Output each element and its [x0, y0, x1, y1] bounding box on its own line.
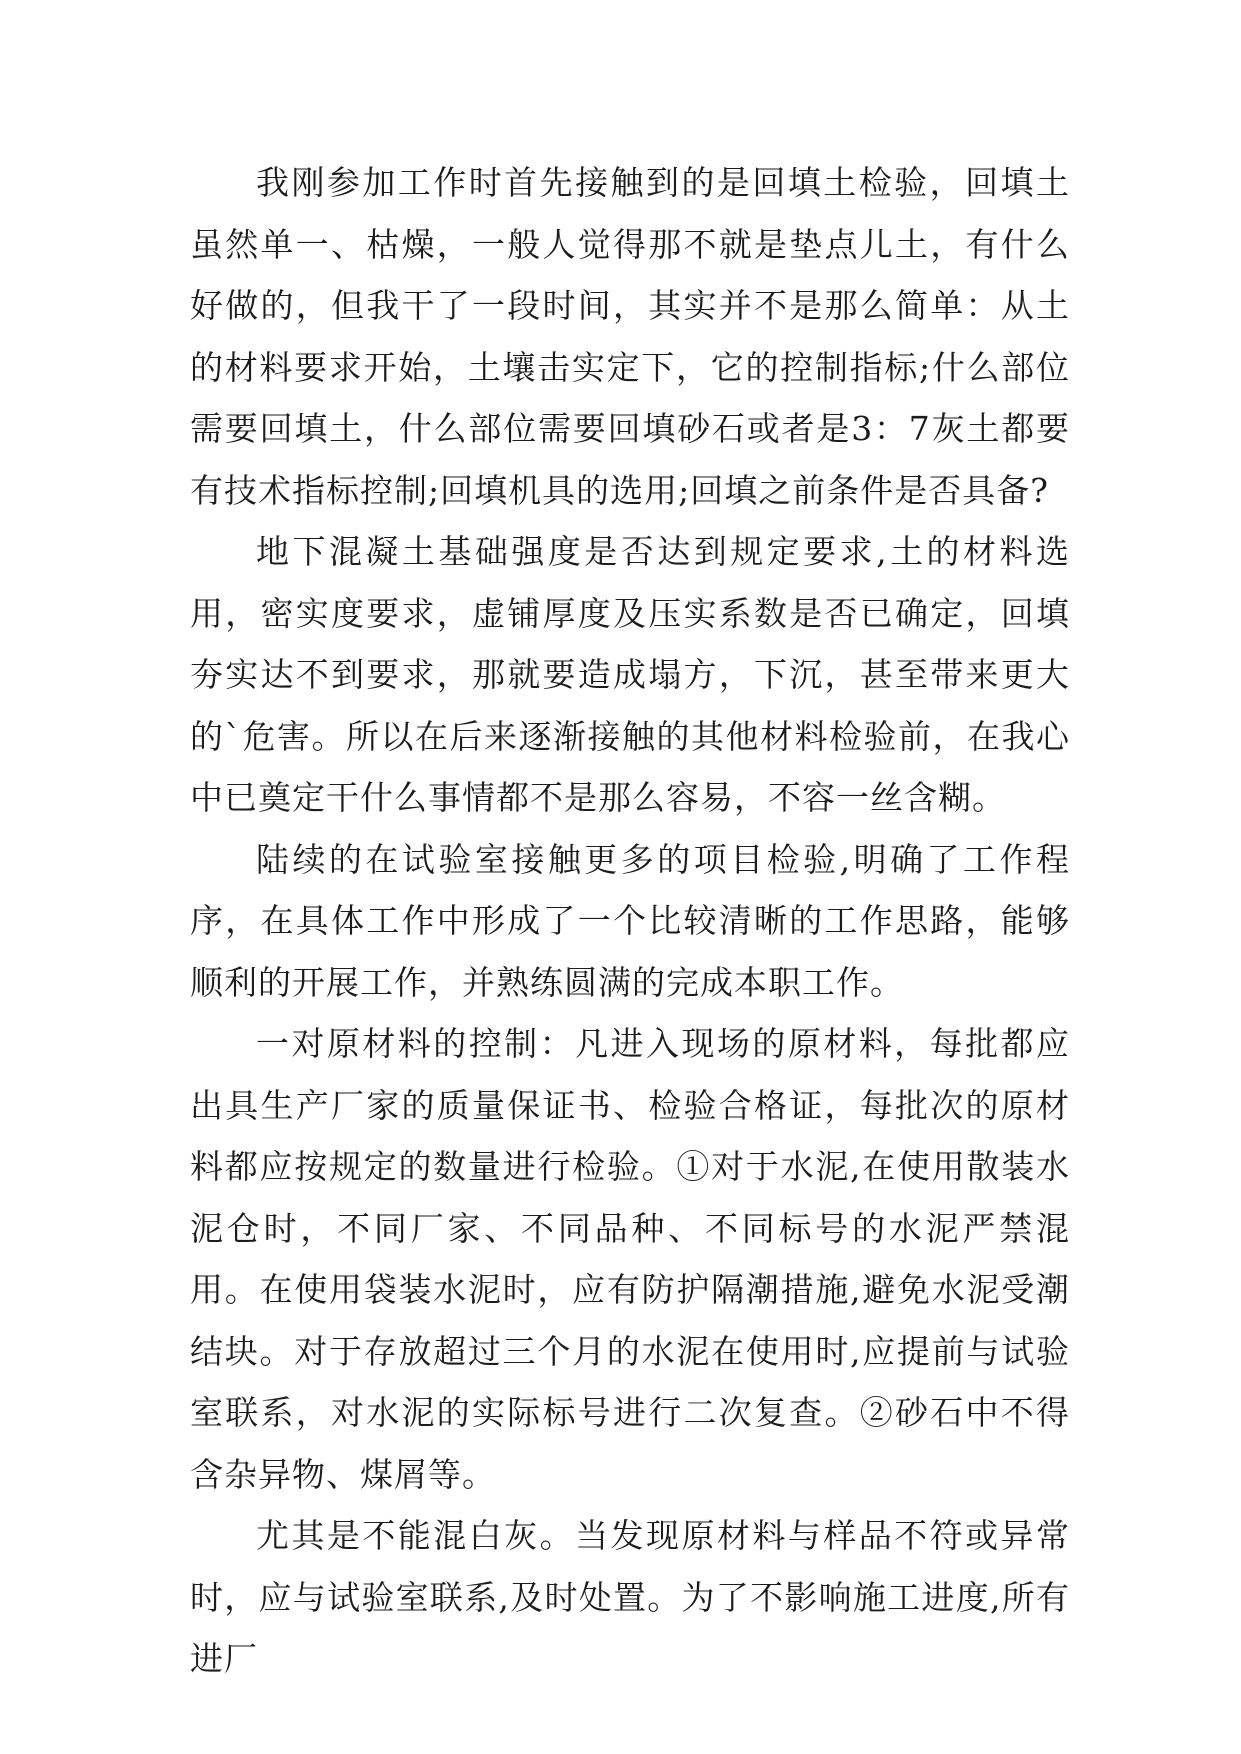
paragraph-raw-material-control: 一对原材料的控制：凡进入现场的原材料，每批都应出具生产厂家的质量保证书、检验合格证，每批次的原材料都应按规定的数量进行检验。①对于水泥,在使用散装水泥仓时，不同厂家、不同品种、不同标号的水泥严禁混用。在使用袋装水泥时，应有防护隔潮措施,避免水泥受潮结块。对于存放超过三个月的水泥在使用时,应提前与试验室联系，对水泥的实际标号进行二次复查。②砂石中不得含杂异物、煤屑等。: [190, 1024, 1070, 1494]
paragraph-lime-contamination: 尤其是不能混白灰。当发现原材料与样品不符或异常时，应与试验室联系,及时处置。为了不影响施工进度,所有进厂: [190, 1516, 1070, 1678]
paragraph-foundation-strength: 地下混凝土基础强度是否达到规定要求,土的材料选用，密实度要求，虚铺厚度及压实系数是否已确定，回填夯实达不到要求，那就要造成塌方，下沉，甚至带来更大的`危害。所以在后来逐渐接触的其他材料检验前，在我心中已奠定干什么事情都不是那么容易，不容一丝含糊。: [190, 532, 1070, 817]
paragraph-backfill-inspection: 我刚参加工作时首先接触到的是回填土检验，回填土虽然单一、枯燥，一般人觉得那不就是垫点儿土，有什么好做的，但我干了一段时间，其实并不是那么简单：从土的材料要求开始，土壤击实定下，它的控制指标;什么部位需要回填土，什么部位需要回填砂石或者是3：7灰土都要有技术指标控制;回填机具的选用;回填之前条件是否具备?: [190, 163, 1070, 510]
document-body: [190, 152, 1070, 1690]
paragraph-lab-experience: 陆续的在试验室接触更多的项目检验,明确了工作程序，在具体工作中形成了一个比较清晰的工作思路，能够顺利的开展工作，并熟练圆满的完成本职工作。: [190, 839, 1070, 1002]
